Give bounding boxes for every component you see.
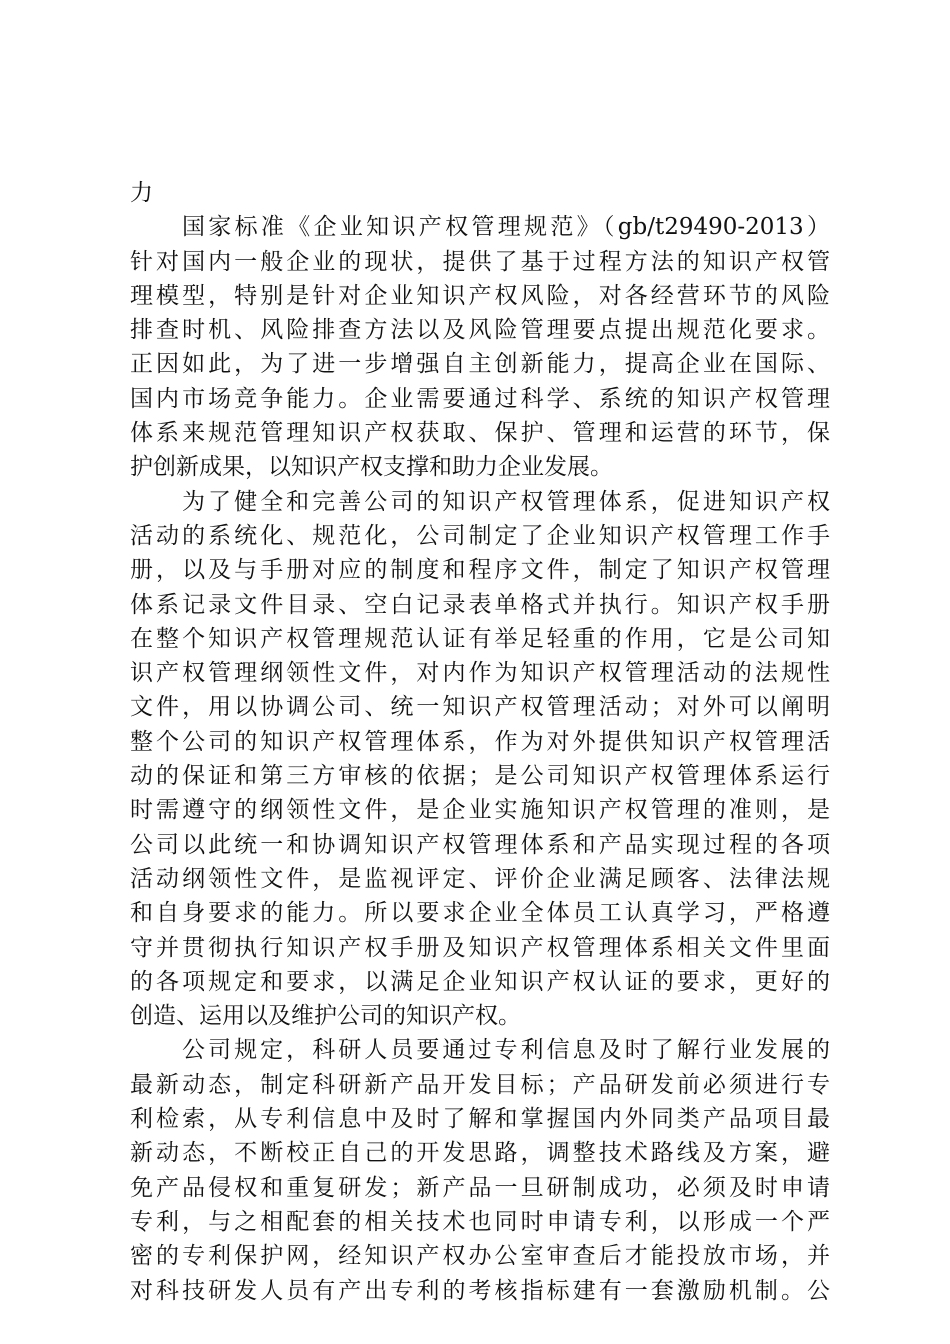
text-line: 体系来规范管理知识产权获取、保护、管理和运营的环节，保: [130, 420, 830, 447]
text-line: 体系记录文件目录、空白记录表单格式并执行。知识产权手册: [130, 591, 830, 618]
text-line: 对科技研发人员有产出专利的考核指标建有一套激励机制。公: [130, 1277, 830, 1304]
text-line: 整个公司的知识产权管理体系，作为对外提供知识产权管理活: [130, 728, 830, 755]
text-line: 专利，与之相配套的相关技术也同时申请专利，以形成一个严: [130, 1208, 830, 1235]
text-line: 免产品侵权和重复研发；新产品一旦研制成功，必须及时申请: [130, 1174, 830, 1201]
text-line: 国内市场竞争能力。企业需要通过科学、系统的知识产权管理: [130, 385, 830, 412]
paragraph-first-line: 为了健全和完善公司的知识产权管理体系，促进知识产权: [182, 488, 830, 515]
text-line: 识产权管理纲领性文件，对内作为知识产权管理活动的法规性: [130, 660, 830, 687]
text-line: 针对国内一般企业的现状，提供了基于过程方法的知识产权管: [130, 248, 830, 275]
document-body: [130, 176, 830, 1308]
text-line: 册，以及与手册对应的制度和程序文件，制定了知识产权管理: [130, 557, 830, 584]
text-line: 新动态，不断校正自己的开发思路，调整技术路线及方案，避: [130, 1140, 830, 1167]
text-line: 正因如此，为了进一步增强自主创新能力，提高企业在国际、: [130, 351, 830, 378]
text-line: 活动的系统化、规范化，公司制定了企业知识产权管理工作手: [130, 522, 830, 549]
text-line: 理模型，特别是针对企业知识产权风险，对各经营环节的风险: [130, 282, 830, 309]
text-line: 最新动态，制定科研新产品开发目标；产品研发前必须进行专: [130, 1071, 830, 1098]
paragraph-first-line: 国家标准《企业知识产权管理规范》（gb/t29490-2013）: [182, 214, 830, 241]
text-line: 创造、运用以及维护公司的知识产权。: [130, 1003, 521, 1030]
text-line: 力: [130, 180, 153, 206]
text-line: 排查时机、风险排查方法以及风险管理要点提出规范化要求。: [130, 317, 830, 344]
paragraph-first-line: 公司规定，科研人员要通过专利信息及时了解行业发展的: [182, 1037, 830, 1064]
text-line: 动的保证和第三方审核的依据；是公司知识产权管理体系运行: [130, 763, 830, 790]
text-line: 的各项规定和要求，以满足企业知识产权认证的要求，更好的: [130, 968, 830, 995]
text-line: 和自身要求的能力。所以要求企业全体员工认真学习，严格遵: [130, 900, 830, 927]
text-line: 在整个知识产权管理规范认证有举足轻重的作用，它是公司知: [130, 625, 830, 652]
text-line: 活动纲领性文件，是监视评定、评价企业满足顾客、法律法规: [130, 865, 830, 892]
text-line: 利检索，从专利信息中及时了解和掌握国内外同类产品项目最: [130, 1106, 830, 1133]
text-line: 公司以此统一和协调知识产权管理体系和产品实现过程的各项: [130, 831, 830, 858]
text-line: 护创新成果，以知识产权支撑和助力企业发展。: [130, 454, 613, 481]
text-line: 文件，用以协调公司、统一知识产权管理活动；对外可以阐明: [130, 694, 830, 721]
text-line: 密的专利保护网，经知识产权办公室审查后才能投放市场，并: [130, 1243, 830, 1270]
text-line: 守并贯彻执行知识产权手册及知识产权管理体系相关文件里面: [130, 934, 830, 961]
text-line: 时需遵守的纲领性文件，是企业实施知识产权管理的准则，是: [130, 797, 830, 824]
